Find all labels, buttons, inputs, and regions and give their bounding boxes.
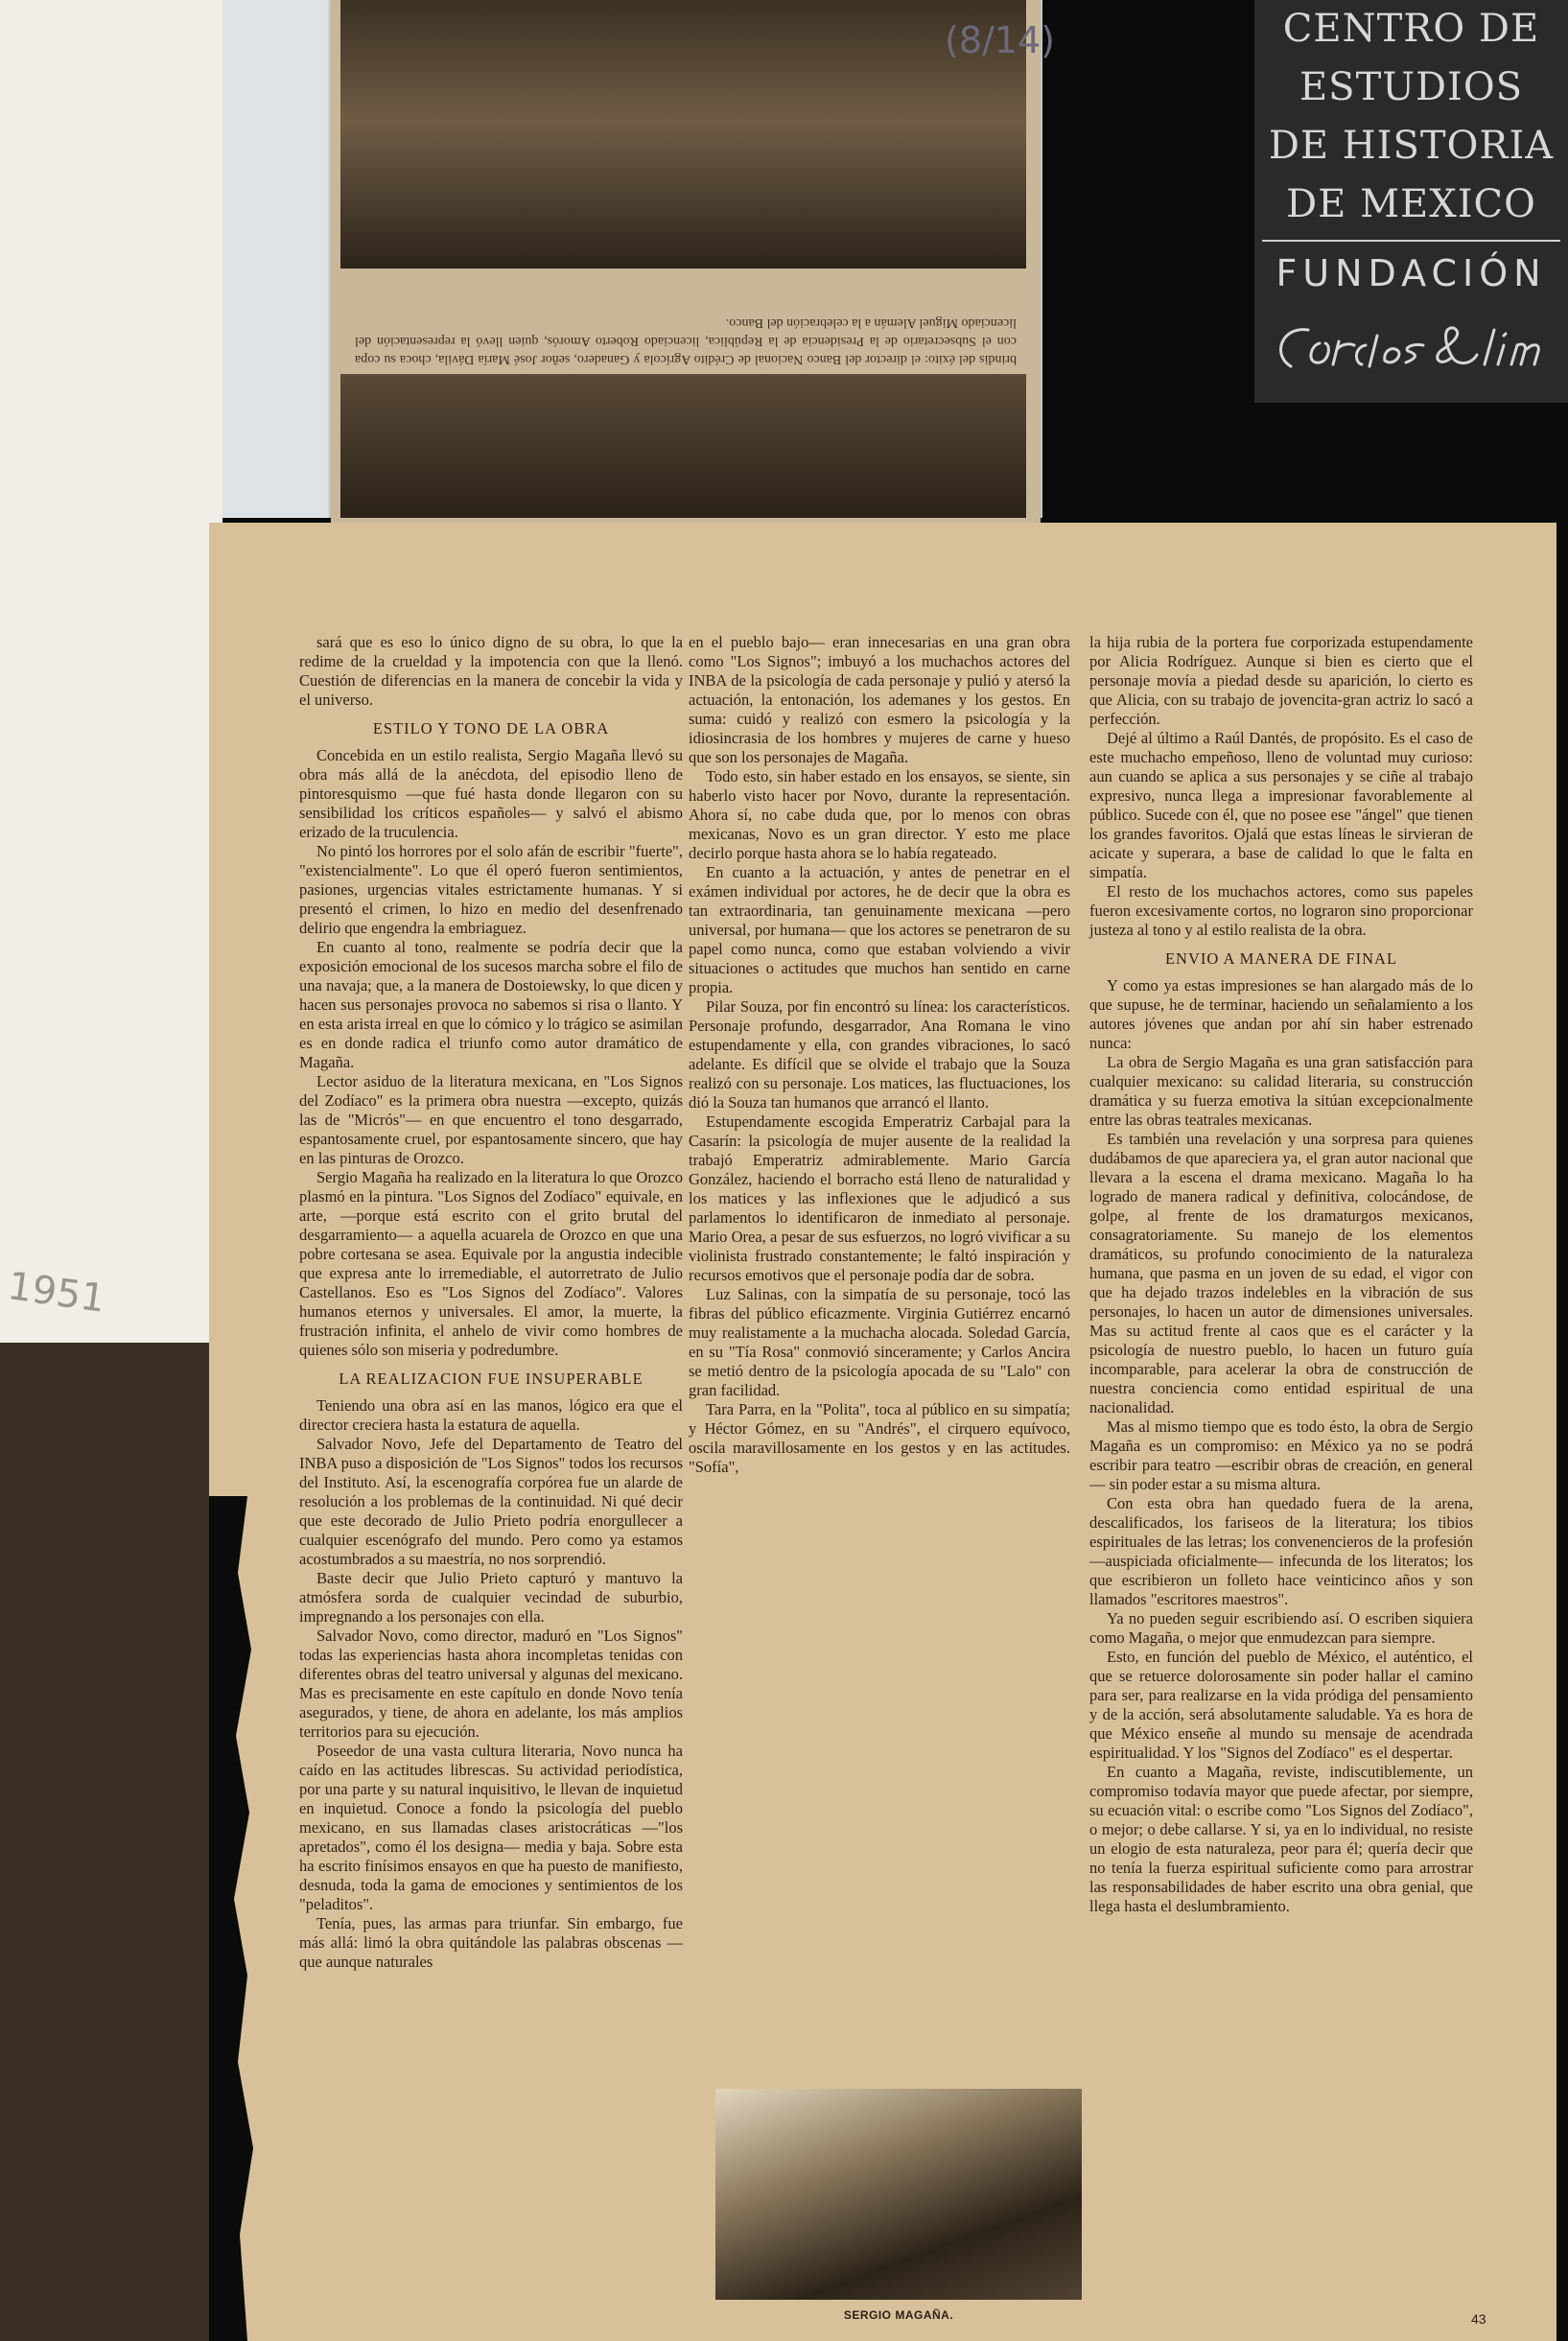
article-column-2 <box>689 633 1070 1477</box>
archive-logo <box>1254 0 1568 403</box>
article-paragraph: Mas al mismo tiempo que es todo ésto, la obra de Sergio Magaña es un compromiso: en México ya no se podrá escribir para teatro —escribir obras de creación, en general— sin poder estar a su misma altura. <box>1089 1417 1473 1493</box>
logo-divider <box>1262 240 1560 242</box>
article-paragraph: En cuanto a la actuación, y antes de penetrar en el exámen individual por actores, he de decir que la obra es tan extraordinaria, tan genuinamente mexicana —pero universal, por humana— que los actores se penetraron de su papel como nunca, como que estaban volviendo a vivir situaciones o actitudes que muchos han sentido en carne propia. <box>689 863 1070 996</box>
logo-line-2: ESTUDIOS <box>1299 65 1524 109</box>
section-heading: LA REALIZACION FUE INSUPERABLE <box>339 1369 644 1388</box>
logo-line-1: CENTRO DE <box>1282 7 1540 51</box>
article-paragraph: sará que es eso lo único digno de su obra, lo que la redime de la crueldad y la impotencia con que la llenó. Cuestión de diferencias en la manera de concebir la vida y el universo. <box>299 633 683 709</box>
section-heading: ESTILO Y TONO DE LA OBRA <box>372 719 610 737</box>
logo-line-4: DE MEXICO <box>1286 182 1536 226</box>
logo-fundacion: FUNDACIÓN <box>1275 252 1547 294</box>
article-paragraph: Dejé al último a Raúl Dantés, de propósito. Es el caso de este muchacho empeñoso, lleno de voluntad muy curioso: aun cuando se aplica a sus personajes y se ciñe al trabajo expresivo, nunca llega a impresionar favorablemente al público. Sucede con él, que no posee ese "ángel" que tienen los grandes favoritos. Ojalá que estas líneas le sirvieran de acicate y superara, a base de calidad lo que le falta en simpatía. <box>1089 729 1473 881</box>
torn-edge <box>209 1496 267 2341</box>
article-paragraph: No pintó los horrores por el solo afán de escribir "fuerte", "existencialmente". Lo que él operó fueron sentimientos, pasiones, urgencias vitales estrictamente humanas. Y si presentó el crimen, lo hizo en medio del desenfrenado delirio que engendra la embriaguez. <box>299 842 683 937</box>
article-paragraph: Salvador Novo, Jefe del Departamento de Teatro del INBA puso a disposición de "Los Signos" todos los recursos del Instituto. Así, la escenografía corpórea fue un alarde de resolución a los problemas de la continuidad. Ni qué decir que este decorado de Julio Prieto podría enorgullecer a cualquier escenógrafo del mundo. Pero como ya estamos acostumbrados a su maestría, no nos sorprendió. <box>299 1435 683 1568</box>
article-paragraph: Es también una revelación y una sorpresa para quienes dudábamos de que apareciera ya, el gran autor nacional que llevara a la escena el drama mexicano. Magaña lo ha logrado de manera radical y definitiva, colocándose, de golpe, al frente de los dramaturgos mexicanos, consagratoriamente. Su manejo de los elementos dramáticos, su profundo conocimiento de la naturaleza humana, que pasma en un joven de su edad, el vigor con que ha dejado trazos indelebles en la vibración de sus personajes, lo hacen un autor de dimensiones universales. Mas su actitud frente al caos que es el carácter y la psicología de nuestro pueblo, lo hacen un futuro guía incomparable, para acelerar la obra de construcción de nuestra conciencia como entidad espiritual de una nacionalidad. <box>1089 1130 1473 1416</box>
article-paragraph: El resto de los muchachos actores, como sus papeles fueron excesivamente cortos, no lograron sino proporcionar justeza al tono y al estilo realista de la obra. <box>1089 882 1473 939</box>
article-paragraph: Tenía, pues, las armas para triunfar. Sin embargo, fue más allá: limó la obra quitándole las palabras obscenas —que aunque naturales <box>299 1914 683 1971</box>
article-paragraph: Ya no pueden seguir escribiendo así. O escriben siquiera como Magaña, o mejor que enmudezcan para siempre. <box>1089 1609 1473 1647</box>
article-paragraph: Con esta obra han quedado fuera de la arena, descalificados, los fariseos de la literatura; los tibios espirituales de las letras; los convenencieros de la profesión —auspiciada oficialmente— infecunda de los literatos; los que escribieron un folleto hace veinticinco años y son llamados "escritores maestros". <box>1089 1494 1473 1608</box>
signature-logo <box>1262 316 1560 386</box>
article-paragraph: Y como ya estas impresiones se han alargado más de lo que supuse, he de terminar, haciendo un señalamiento a los autores jóvenes que andan por ahí sin haber estrenado nunca: <box>1089 976 1473 1052</box>
article-paragraph: En cuanto a Magaña, reviste, indiscutiblemente, un compromiso todavía mayor que puede afectar, por siempre, su ecuación vital: o escribe como "Los Signos del Zodíaco", o mejor; o debe callarse. Y si, ya en lo individual, no resiste un elogio de esta naturaleza, peor para él; quería decir que no tenía la fuerza espiritual suficiente como para arrostrar las responsabilidades de haber escrito una obra genial, que llega hasta el deslumbramiento. <box>1089 1763 1473 1915</box>
article-paragraph: Luz Salinas, con la simpatía de su personaje, tocó las fibras del público eficazmente. Virginia Gutiérrez encarnó muy realistamente a la muchacha alocada. Soledad García, en su "Tía Rosa" conmovió sinceramente; y Carlos Ancira se metió dentro de la psicología apocada de su "Lalo" con gran facilidad. <box>689 1285 1070 1399</box>
article-paragraph: La obra de Sergio Magaña es una gran satisfacción para cualquier mexicano: su calidad literaria, su construcción dramática y su fuerza emotiva la sitúan excepcionalmente entre las obras teatrales mexicanas. <box>1089 1053 1473 1129</box>
article-paragraph: Baste decir que Julio Prieto capturó y mantuvo la atmósfera sorda de cualquier vecindad de suburbio, impregnando a los personajes con ella. <box>299 1569 683 1626</box>
clipping-photo-upper <box>340 0 1026 269</box>
article-paragraph: Pilar Souza, por fin encontró su línea: los característicos. Personaje profundo, desgarrador, Ana Romana le vino estupendamente y ella, con grandes vibraciones, lo sacó adelante. Es difícil que se olvide el trabajo que la Souza realizó con su personaje. Los matices, las fluctuaciones, los dió la Souza tan humanos que arrancó el llanto. <box>689 997 1070 1112</box>
article-paragraph: Todo esto, sin haber estado en los ensayos, se siente, sin haberlo visto hacer por Novo, durante la representación. Ahora sí, no cabe duda que, por lo menos con obras mexicanas, Novo es un gran director. Y esto me place decirlo porque hasta ahora se lo había regateado. <box>689 767 1070 862</box>
article-paragraph: Salvador Novo, como director, maduró en "Los Signos" todas las experiencias hasta ahora incompletas tenidas con diferentes obras del teatro universal y algunas del mexicano. Mas es precisamente en este capítulo en donde Novo tenía asegurados, y tiene, de ahora en adelante, los más amplios territorios para su ejecución. <box>299 1627 683 1741</box>
margin-note: 1951 <box>5 1264 108 1322</box>
article-paragraph: Concebida en un estilo realista, Sergio Magaña llevó su obra más allá de la anécdota, del episodio lleno de pintoresquismo —que fué hasta donde llegaron con su sensibilidad los críticos españoles— y salvó el abismo erizado de la truculencia. <box>299 746 683 841</box>
article-paragraph: Esto, en función del pueblo de México, el auténtico, el que se retuerce dolorosamente sin poder hallar el camino para ser, para realizarse en la vida pródiga del pensamiento y de la acción, será absolutamente saludable. Ya es hora de que México enseñe al mundo su mensaje de acendrada espiritualidad. Y los "Signos del Zodíaco" es el despertar. <box>1089 1648 1473 1762</box>
article-paragraph: la hija rubia de la portera fue corporizada estupendamente por Alicia Rodríguez. Aunque si bien es cierto que el personaje movía a piedad desde su aparición, lo cierto es que Alicia, con su trabajo de jovencita-gran actriz lo sacó a perfección. <box>1089 633 1473 728</box>
article-column-3 <box>1089 633 1473 1916</box>
article-paragraph: Estupendamente escogida Emperatriz Carbajal para la Casarín: la psicología de mujer ausente de la realidad la trabajó Emperatriz admirablemente. Mario García González, haciendo el borracho está lleno de naturalidad y los matices y las inflexiones que le adjudicó a sus parlamentos lo identificaron de inmediato al personaje. Mario Orea, a pesar de sus esfuerzos, no logró vivificar a su violinista frustrado constantemente; le faltó inspiración y recursos emotivos que el personaje podía dar de sobra. <box>689 1112 1070 1284</box>
article-paragraph: Lector asiduo de la literatura mexicana, en "Los Signos del Zodíaco" es la primera obra nuestra —excepto, quizás las de "Micrós"— en que encuentro el tono desgarrado, espantosamente cruel, por espantosamente sincero, que hay en las pinturas de Orozco. <box>299 1072 683 1167</box>
article-paragraph: en el pueblo bajo— eran innecesarias en una gran obra como "Los Signos"; imbuyó a los muchachos actores del INBA de la psicología de cada personaje y pulió y atersó la actuación, la entonación, los ademanes y los gestos. En suma: cuidó y realizó con esmero la psicología y la idiosincrasia de los hombres y mujeres de carne y hueso que son los personajes de Magaña. <box>689 633 1070 766</box>
logo-line-3: DE HISTORIA <box>1268 124 1555 168</box>
article-column-1 <box>299 633 683 1972</box>
portrait-photo <box>715 2089 1082 2300</box>
article-paragraph: Tara Parra, en la "Polita", toca al público en su simpatía; y Héctor Gómez, en su "Andrés", el cirquero equívoco, oscila maravillosamente en los gestos y en las actitudes. "Sofía", <box>689 1400 1070 1476</box>
newspaper-clipping-top <box>331 0 1041 523</box>
article-paragraph: Teniendo una obra así en las manos, lógico era que el director creciera hasta la estatura de aquella. <box>299 1396 683 1434</box>
article-paragraph: En cuanto al tono, realmente se podría decir que la exposición emocional de los sucesos marcha sobre el filo de una navaja; que, a la manera de Dostoiewsky, lo que dicen y hacen sus personajes provoca no sabemos si risa o llanto. Y en esta arista irreal en que lo cómico y lo trágico se asimilan es en donde radica el triunfo como autor dramático de Magaña. <box>299 938 683 1071</box>
pencil-annotation: (8/14) <box>945 19 1055 61</box>
article-paragraph: Sergio Magaña ha realizado en la literatura lo que Orozco plasmó en la pintura. "Los Signos del Zodíaco" equivale, en arte, —porque está escrito con el grito brutal del desgarramiento— a aquella acuarela de Orozco en que una pobre cortesana se asea. Equivale por la angustia indecible que expresa ante lo irremediable, el autorretrato de Julio Castellanos. Eso es "Los Signos del Zodíaco". Valores humanos eternos y universales. El amor, la muerte, la frustración infinita, el anhelo de vivir como hombres de quienes sólo son miseria y podredumbre. <box>299 1168 683 1359</box>
page-number: 43 <box>1471 2311 1486 2327</box>
clipping-caption: brindis del éxito: el director del Banco Nacional de Crédito Agrícola y Ganadero, señor José María Dávila, choca su copa con el Subsecretario de la Presidencia de la República, licenciado Roberto Amorós, quien llevó la representación del licenciado Miguel Alemán a la celebración del Banco. <box>355 316 1017 366</box>
clipping-photo-lower <box>340 374 1026 518</box>
section-heading: ENVIO A MANERA DE FINAL <box>1164 949 1398 968</box>
backing-paper <box>0 0 222 1343</box>
backing-board <box>0 1343 222 2341</box>
article-paragraph: Poseedor de una vasta cultura literaria, Novo nunca ha caído en las actitudes librescas. Su actividad periodística, por una parte y su natural inquisitivo, le llevan de inquietud en inquietud. Conoce a fondo la psicología del pueblo mexicano, en sus llamadas clases aristocráticas —"los apretados", como él los designa— media y baja. Sobre esta ha escrito finísimos ensayos en que ha puesto de manifiesto, desnuda, toda la gama de emociones y sentimientos de los "peladitos". <box>299 1742 683 1913</box>
photo-caption: SERGIO MAGAÑA. <box>843 2308 954 2322</box>
